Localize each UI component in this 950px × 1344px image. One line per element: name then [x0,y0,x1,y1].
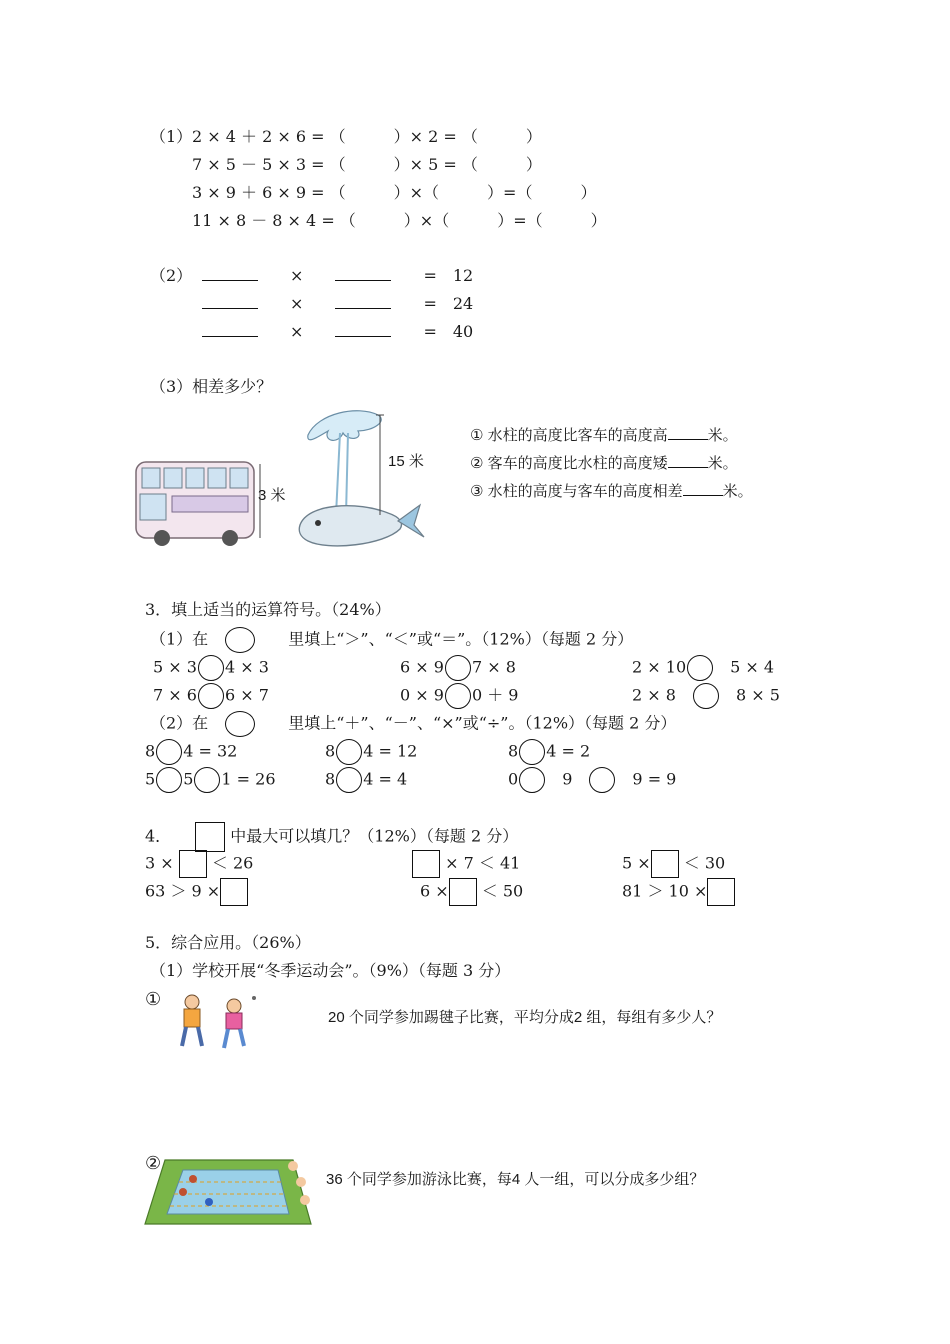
part3-question-2: ② 客车的高度比水柱的高度矮 米。 [470,455,738,472]
part1-label: （1） [150,127,193,146]
part2-result: 40 [452,322,474,341]
answer-box[interactable] [707,878,735,906]
answer-circle[interactable] [336,739,362,765]
part3-question-3: ③ 水柱的高度与客车的高度相差 米。 [470,483,753,500]
answer-circle[interactable] [445,655,471,681]
bus-illustration [132,450,267,550]
answer-circle[interactable] [225,627,255,653]
operator-item: 8 4 = 32 [145,739,237,765]
compare-item: 6 × 9 7 × 8 [400,655,516,681]
part3-title: （3）相差多少？ [150,377,273,396]
answer-circle[interactable] [156,767,182,793]
answer-circle[interactable] [693,683,719,709]
section-3-sub1: （1）在 里填上“＞”、“＜”或“＝”。（12%）（每题 2 分） [150,627,633,653]
compare-item: 2 × 8 8 × 5 [632,683,780,709]
answer-circle[interactable] [445,683,471,709]
answer-circle[interactable] [589,767,615,793]
answer-box[interactable] [412,850,440,878]
compare-item: 7 × 6 6 × 7 [153,683,269,709]
answer-circle[interactable] [336,767,362,793]
answer-circle[interactable] [225,711,255,737]
part2-result: 24 [452,294,474,313]
box-item: 63 ＞ 9 × [145,878,248,906]
operator-item: 8 4 = 4 [325,767,407,793]
compare-item: 0 × 9 0 ＋ 9 [400,683,518,709]
answer-circle[interactable] [519,767,545,793]
answer-box[interactable] [195,822,225,852]
box-item: × 7 ＜ 41 [412,850,520,878]
part2-row: × = 40 [202,322,473,342]
box-item: 6 × ＜ 50 [420,878,523,906]
answer-circle[interactable] [198,683,224,709]
question-2-text: 36 个同学参加游泳比赛，每4 人一组，可以分成多少组？ [326,1171,705,1188]
answer-box[interactable] [220,878,248,906]
compare-item: 5 × 3 4 × 3 [153,655,269,681]
answer-box[interactable] [651,850,679,878]
box-item: 3 × ＜ 26 [145,850,253,878]
part2-row: × = 12 [202,266,473,286]
box-item: 5 × ＜ 30 [622,850,725,878]
bus-height-label: 3 米 [258,487,286,504]
answer-circle[interactable] [198,655,224,681]
answer-circle[interactable] [194,767,220,793]
operator-item: 0 9 9 = 9 [508,767,676,793]
section-3-title: 3．填上适当的运算符号。（24%） [145,600,391,619]
operator-item: 5 5 1 = 26 [145,767,276,793]
answer-box[interactable] [449,878,477,906]
swimming-pool-illustration [143,1152,313,1227]
part2-label: （2） [150,266,193,285]
answer-box[interactable] [179,850,207,878]
operator-item: 8 4 = 12 [325,739,417,765]
section-4-title: 4． 中最大可以填几？（12%）（每题 2 分） [145,822,518,852]
section-5-sub1: （1）学校开展“冬季运动会”。（9%）（每题 3 分） [150,961,511,980]
section-3-sub2: （2）在 里填上“＋”、“－”、“×”或“÷”。（12%）（每题 2 分） [150,711,676,737]
water-height-label: 15 米 [388,453,424,470]
question-2-number: ② [145,1153,162,1174]
operator-item: 8 4 = 2 [508,739,590,765]
answer-circle[interactable] [156,739,182,765]
part1-row-3: 3 × 9 ＋ 6 × 9 = （ ）×（ ）=（ ） [192,183,597,202]
part3-question-1: ① 水柱的高度比客车的高度高 米。 [470,427,738,444]
section-5-title: 5．综合应用。（26%） [145,933,311,952]
box-item: 81 ＞ 10 × [622,878,735,906]
shuttlecock-kids-illustration [172,990,262,1056]
part1-row-2: 7 × 5 － 5 × 3 = （ ）× 5 = （ ） [192,155,542,174]
compare-item: 2 × 10 5 × 4 [632,655,774,681]
answer-circle[interactable] [519,739,545,765]
question-1-number: ① [145,989,162,1010]
part1-row-4: 11 × 8 － 8 × 4 = （ ）×（ ）=（ ） [192,211,607,230]
part2-result: 12 [452,266,474,285]
question-1-text: 20 个同学参加踢毽子比赛，平均分成2 组，每组有多少人？ [328,1009,722,1026]
part1-row-1: 2 × 4 ＋ 2 × 6 = （ ）× 2 = （ ） [192,127,542,146]
whale-fountain-illustration [288,405,428,560]
part2-row: × = 24 [202,294,473,314]
answer-circle[interactable] [687,655,713,681]
